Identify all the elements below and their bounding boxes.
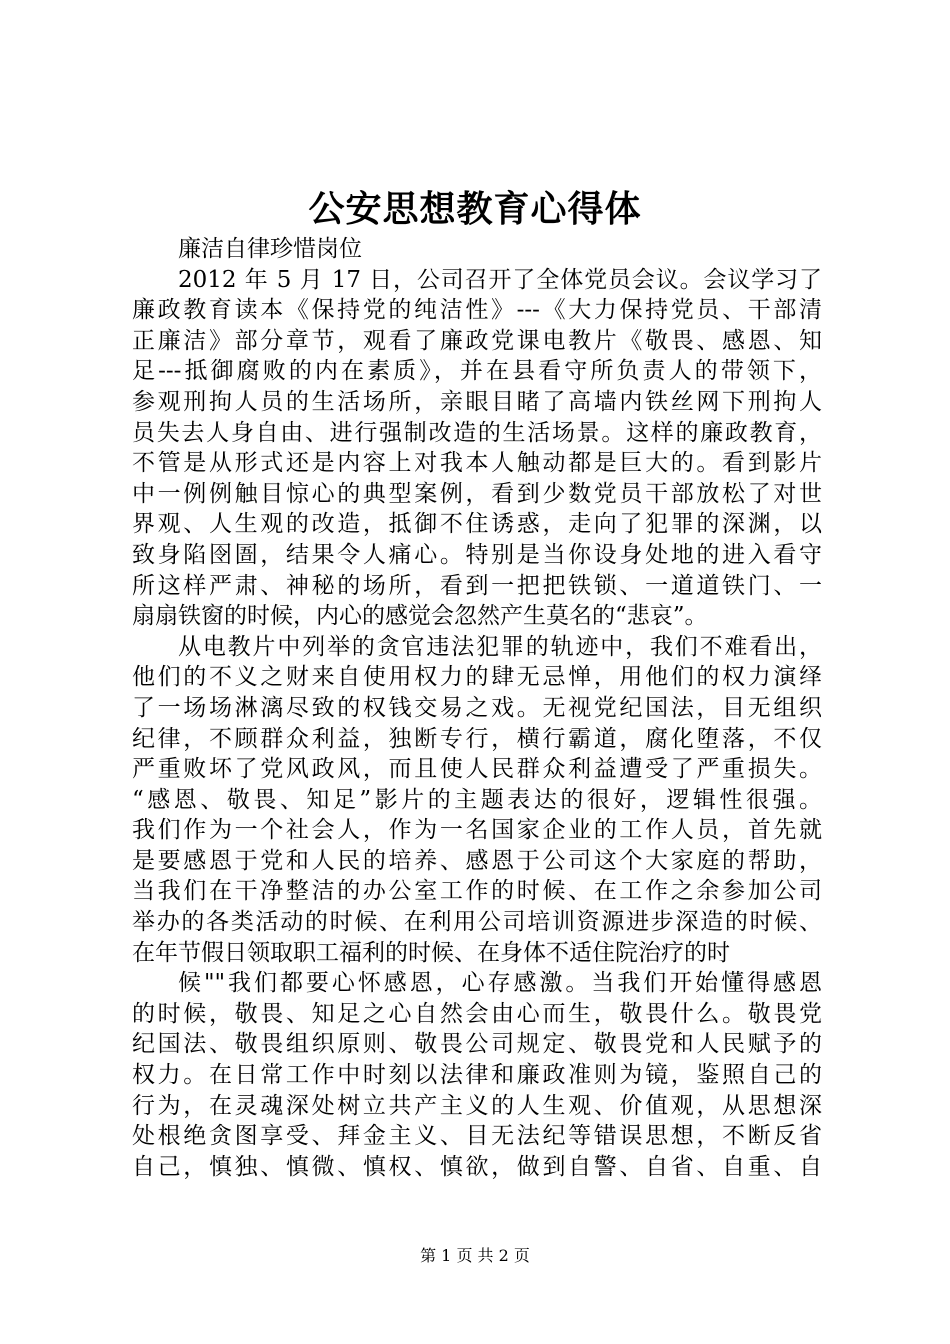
- page-number-footer: 第 1 页 共 2 页: [420, 1246, 530, 1265]
- text-line: 我们作为一个社会人，作为一名国家企业的工作人员，首先就: [132, 817, 822, 844]
- text-line: 从电教片中列举的贪官违法犯罪的轨迹中，我们不难看出，: [178, 633, 822, 660]
- text-line: 候""我们都要心怀感恩，心存感激。当我们开始懂得感恩: [178, 970, 822, 997]
- subtitle-line: 廉洁自律珍惜岗位: [178, 236, 362, 262]
- text-line: 是要感恩于党和人民的培养、感恩于公司这个大家庭的帮助，: [132, 847, 822, 874]
- text-line: 正廉洁》部分章节，观看了廉政党课电教片《敬畏、感恩、知: [132, 327, 822, 354]
- document-title: 公安思想教育心得体: [308, 188, 642, 230]
- text-line: 所这样严肃、神秘的场所，看到一把把铁锁、一道道铁门、一: [132, 572, 822, 599]
- text-line: 界观、人生观的改造，抵御不住诱惑，走向了犯罪的深渊，以: [132, 511, 822, 538]
- text-line: 廉政教育读本《保持党的纯洁性》---《大力保持党员、干部清: [132, 297, 822, 324]
- text-line: 了一场场淋漓尽致的权钱交易之戏。无视党纪国法，目无组织: [132, 694, 822, 721]
- text-line: 员失去人身自由、进行强制改造的生活场景。这样的廉政教育，: [132, 419, 822, 446]
- text-line: 参观刑拘人员的生活场所，亲眼目睹了高墙内铁丝网下刑拘人: [132, 388, 822, 415]
- text-line: 自己，慎独、慎微、慎权、慎欲，做到自警、自省、自重、自: [132, 1153, 822, 1180]
- text-line: 严重败坏了党风政风，而且使人民群众利益遭受了严重损失。: [132, 756, 822, 783]
- text-line: 权力。在日常工作中时刻以法律和廉政准则为镜，鉴照自己的: [132, 1062, 822, 1089]
- text-line: 中一例例触目惊心的典型案例，看到少数党员干部放松了对世: [132, 480, 822, 507]
- text-line: 不管是从形式还是内容上对我本人触动都是巨大的。看到影片: [132, 450, 822, 477]
- text-line: 在年节假日领取职工福利的时候、在身体不适住院治疗的时: [132, 939, 730, 966]
- text-line: 行为，在灵魂深处树立共产主义的人生观、价值观，从思想深: [132, 1092, 822, 1119]
- text-line: 的时候，敬畏、知足之心自然会由心而生，敬畏什么。敬畏党: [132, 1000, 822, 1027]
- text-line: 扇扇铁窗的时候，内心的感觉会忽然产生莫名的“悲哀”。: [132, 603, 708, 630]
- document-body: [132, 234, 822, 1182]
- text-line: 2012 年 5 月 17 日，公司召开了全体党员会议。会议学习了: [178, 266, 822, 293]
- text-line: 举办的各类活动的时候、在利用公司培训资源进步深造的时候、: [132, 909, 822, 936]
- text-line: “感恩、敬畏、知足”影片的主题表达的很好，逻辑性很强。: [132, 786, 822, 813]
- text-line: 他们的不义之财来自使用权力的肆无忌惮，用他们的权力演绎: [132, 664, 822, 691]
- text-line: 致身陷囹圄，结果令人痛心。特别是当你设身处地的进入看守: [132, 541, 822, 568]
- text-line: 当我们在干净整洁的办公室工作的时候、在工作之余参加公司: [132, 878, 822, 905]
- text-line: 纪国法、敬畏组织原则、敬畏公司规定、敬畏党和人民赋予的: [132, 1031, 822, 1058]
- text-line: 足---抵御腐败的内在素质》，并在县看守所负责人的带领下，: [132, 358, 822, 385]
- text-line: 纪律，不顾群众利益，独断专行，横行霸道，腐化堕落，不仅: [132, 725, 822, 752]
- text-line: 处根绝贪图享受、拜金主义、目无法纪等错误思想，不断反省: [132, 1123, 822, 1150]
